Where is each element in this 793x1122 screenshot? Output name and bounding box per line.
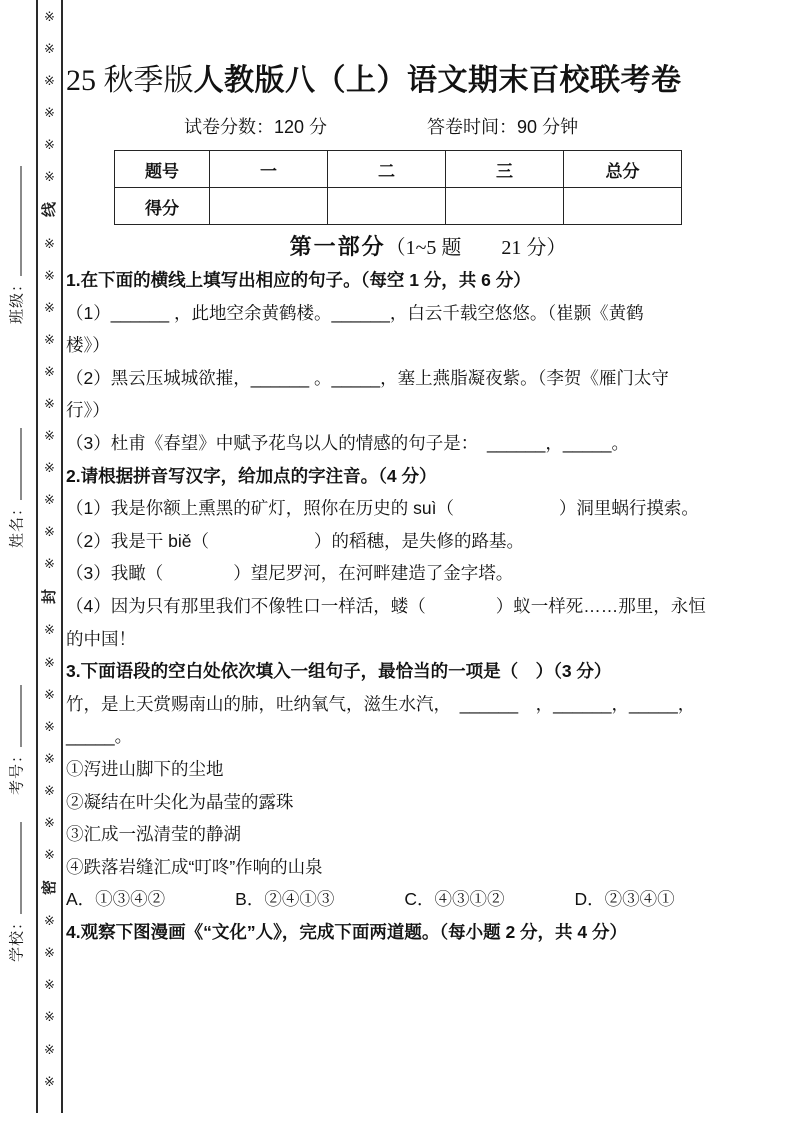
seal-reference-mark: ※	[44, 41, 55, 57]
seal-reference-mark: ※	[44, 492, 55, 508]
question-line: 行》）	[66, 400, 110, 421]
margin-label-examno	[6, 685, 27, 795]
question-line: 的中国！	[66, 628, 136, 649]
score-cell-part-one	[210, 188, 328, 225]
seal-reference-mark: ※	[44, 622, 55, 638]
margin-label-class	[6, 166, 27, 324]
question-line: ④跌落岩缝汇成“叮咚”作响的山泉	[66, 856, 323, 877]
seal-reference-mark: ※	[44, 718, 55, 734]
seal-reference-mark: ※	[44, 105, 55, 121]
score-table-header-row	[115, 151, 682, 188]
question-line: ①泻进山脚下的尘地	[66, 758, 224, 779]
seal-reference-mark: ※	[44, 395, 55, 411]
school-blank-line	[6, 822, 21, 914]
seal-reference-mark: ※	[44, 686, 55, 702]
question-line: （4）因为只有那里我们不像牲口一样活，蝼（ ）蚁一样死……那里，永恒	[66, 595, 706, 616]
seal-reference-mark: ※	[44, 814, 55, 830]
class-blank-line	[6, 166, 21, 276]
seal-reference-mark: ※	[44, 331, 55, 347]
seal-reference-mark: ※	[44, 1041, 55, 1057]
seal-reference-mark: ※	[44, 9, 55, 24]
question-line: 1.在下面的横线上填写出相应的句子。（每空 1 分，共 6 分）	[66, 270, 531, 290]
question-line: （3）我瞰（ ）望尼罗河，在河畔建造了金字塔。	[66, 563, 514, 584]
question-line: （1）______ ，此地空余黄鹤楼。______，白云千载空悠悠。（崔颢《黄鹤	[66, 302, 644, 323]
margin-label-examno-text: 考号：	[8, 746, 26, 796]
header-cell-question-no: 题号	[115, 151, 210, 188]
seal-reference-mark: ※	[44, 524, 55, 540]
section-heading	[66, 232, 790, 263]
seal-reference-mark: ※	[44, 235, 55, 251]
seal-reference-mark: ※	[44, 428, 55, 444]
seal-character: 线	[40, 202, 58, 218]
question-line: 3.下面语段的空白处依次填入一组句子，最恰当的一项是（ ）（3 分）	[66, 661, 612, 682]
section-name: 第一部分	[289, 234, 386, 259]
seal-reference-mark: ※	[44, 977, 55, 993]
score-cell-part-two	[328, 188, 446, 225]
score-cell-part-three	[446, 188, 564, 225]
question-line: 竹，是上天赏赐南山的肺，吐纳氧气，滋生水汽， ______ ，______，_____，	[66, 693, 696, 714]
question-line: A．①③④② B．②④①③ C．④③①② D．②③④①	[66, 889, 675, 910]
seal-character: 密	[40, 880, 58, 896]
header-cell-part-three: 三	[446, 151, 564, 188]
question-line: 4.观察下图漫画《“文化”人》，完成下面两道题。（每小题 2 分，共 4 分）	[66, 921, 628, 942]
seal-reference-mark: ※	[44, 1009, 55, 1025]
seal-reference-mark: ※	[44, 363, 55, 379]
question-line: 楼》）	[66, 335, 110, 356]
name-blank-line	[6, 428, 21, 500]
seal-reference-mark: ※	[44, 913, 55, 929]
seal-reference-mark: ※	[44, 556, 55, 572]
seal-reference-mark: ※	[44, 782, 55, 798]
seal-reference-mark: ※	[44, 169, 55, 185]
question-line: _____。	[66, 726, 133, 747]
content-column	[66, 0, 790, 948]
examno-blank-line	[6, 685, 21, 747]
seal-reference-mark: ※	[44, 750, 55, 766]
seal-reference-mark: ※	[44, 137, 55, 153]
answer-time-label: 答卷时间：90 分钟	[427, 117, 579, 137]
question-body	[66, 264, 790, 948]
question-line: ③汇成一泓清莹的静湖	[66, 824, 241, 845]
seal-reference-mark: ※	[44, 945, 55, 961]
score-row-label: 得分	[115, 188, 210, 225]
seal-reference-mark: ※	[44, 654, 55, 670]
margin-label-school	[6, 822, 27, 962]
margin-label-name	[6, 428, 27, 548]
seal-reference-mark: ※	[44, 1073, 55, 1089]
header-cell-part-one: 一	[210, 151, 328, 188]
question-line: （2）黑云压城城欲摧，______ 。_____，塞上燕脂凝夜紫。（李贺《雁门太守	[66, 367, 669, 388]
header-cell-part-two: 二	[328, 151, 446, 188]
question-line: （3）杜甫《春望》中赋予花鸟以人的情感的句子是： ______，_____。	[66, 432, 630, 453]
header-cell-total: 总分	[564, 151, 682, 188]
paper-meta	[66, 116, 790, 138]
seal-reference-mark: ※	[44, 267, 55, 283]
question-line: 2.请根据拼音写汉字，给加点的字注音。（4 分）	[66, 465, 437, 486]
seal-reference-mark: ※	[44, 299, 55, 315]
seal-line	[38, 10, 61, 1088]
section-info: （1~5 题 21 分）	[385, 237, 567, 259]
question-line: （1）我是你额上熏黑的矿灯，照你在历史的 suì（ ）洞里蜗行摸索。	[66, 498, 699, 519]
question-line: ②凝结在叶尖化为晶莹的露珠	[66, 791, 294, 812]
title-main-text: 人教版八（上）语文期末百校联考卷	[193, 64, 682, 97]
margin-label-name-text: 姓名：	[8, 499, 26, 549]
paper-score-label: 试卷分数：120 分	[184, 117, 328, 137]
margin-label-class-text: 班级：	[8, 275, 26, 325]
seal-character: 封	[40, 589, 58, 605]
score-table-score-row	[115, 188, 682, 225]
score-cell-total	[564, 188, 682, 225]
title-edition-prefix: 25 秋季版	[66, 64, 194, 97]
margin-label-school-text: 学校：	[8, 913, 26, 963]
seal-reference-mark: ※	[44, 847, 55, 863]
page-title	[66, 62, 790, 100]
seal-reference-mark: ※	[44, 460, 55, 476]
question-line: （2）我是干 biě（ ）的稻穗，是失修的路基。	[66, 530, 524, 551]
seal-reference-mark: ※	[44, 73, 55, 89]
score-table	[114, 150, 682, 225]
seal-rail-right-line	[61, 0, 63, 1113]
